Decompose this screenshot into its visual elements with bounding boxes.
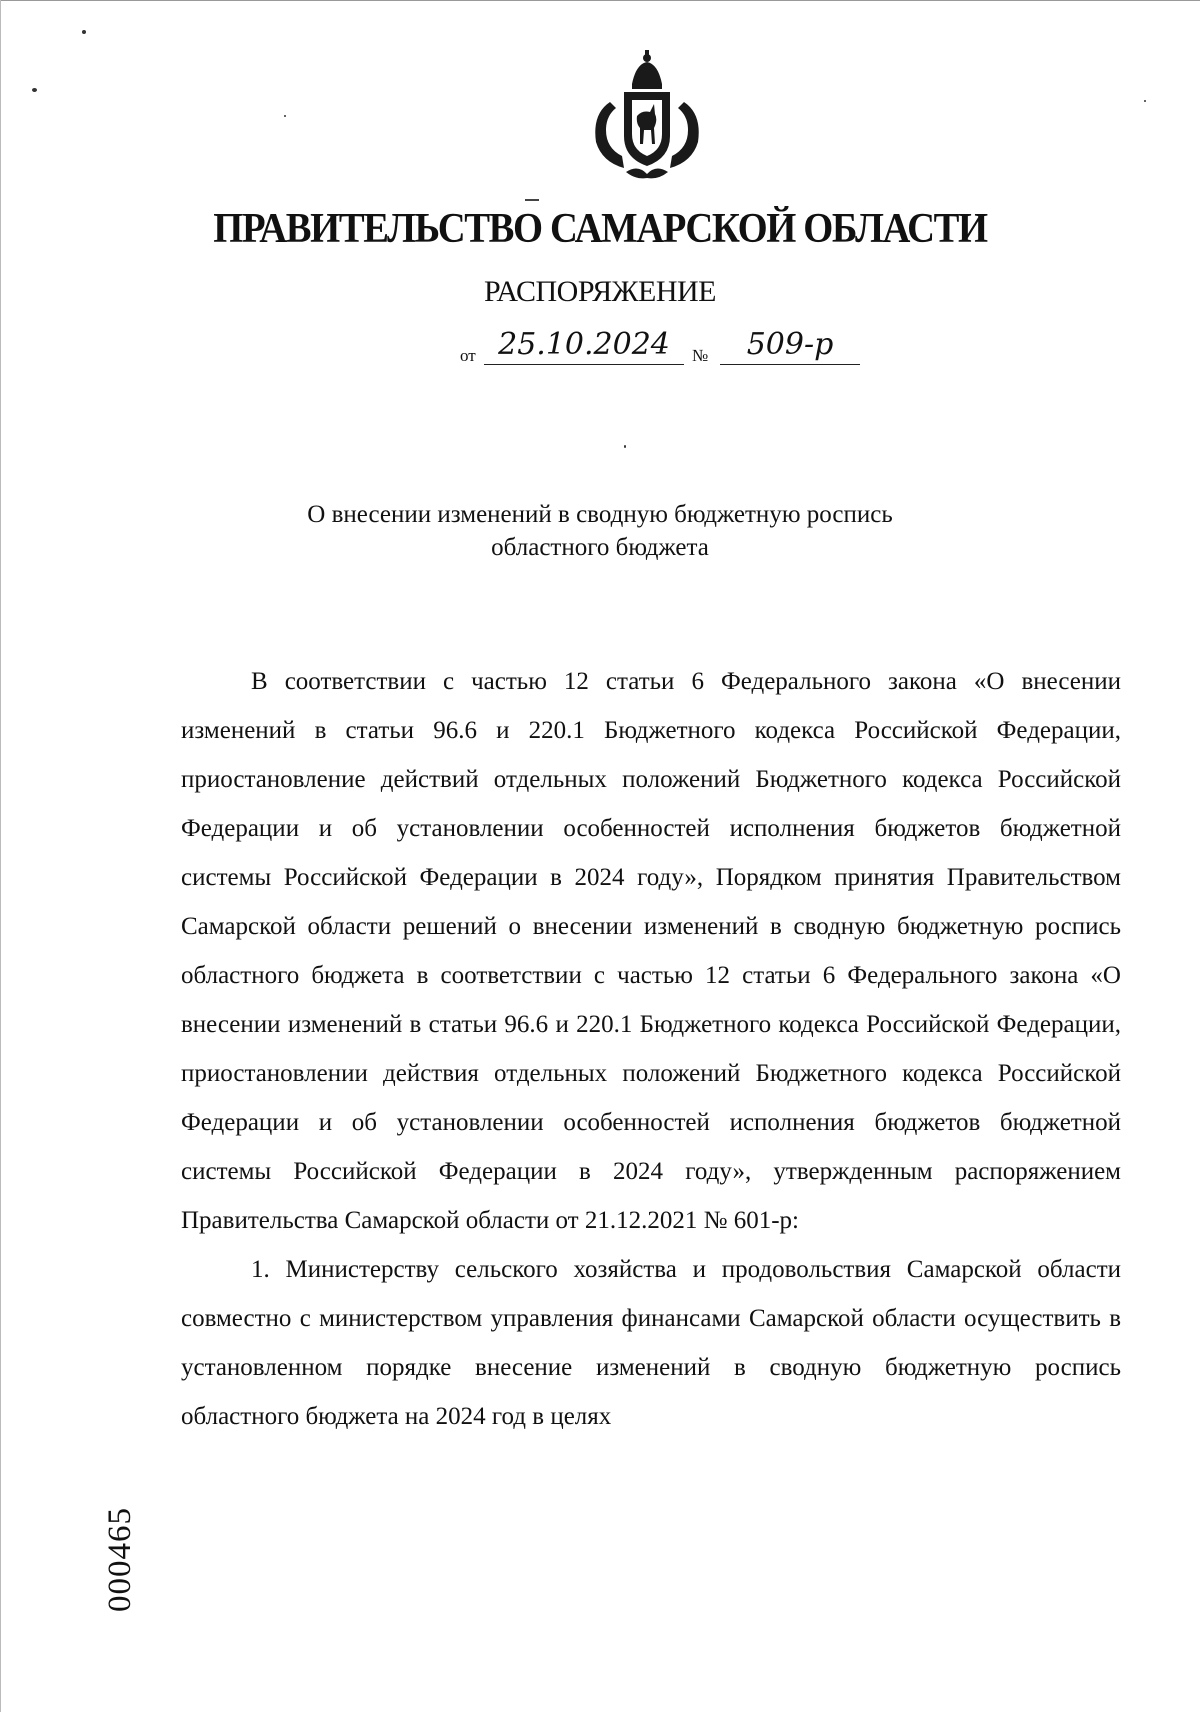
government-title: ПРАВИТЕЛЬСТВО САМАРСКОЙ ОБЛАСТИ — [213, 206, 987, 252]
subject-line-2: областного бюджета — [491, 534, 709, 561]
subject-line-1: О внесении изменений в сводную бюджетную роспись — [307, 501, 893, 528]
document-body — [181, 657, 1121, 1441]
scan-speck — [284, 115, 286, 117]
scan-mark — [525, 199, 539, 201]
page-stamp-number: 000465 — [102, 1507, 138, 1612]
scan-speck — [32, 88, 37, 92]
scan-edge-top — [0, 0, 1200, 5]
scan-speck — [624, 445, 626, 448]
scan-speck — [82, 30, 86, 34]
samara-coat-of-arms-icon — [582, 44, 712, 182]
scan-speck — [1144, 100, 1146, 102]
document-subject — [0, 498, 1200, 564]
date-number-line — [460, 328, 860, 372]
number-prefix: № — [692, 346, 709, 365]
date-prefix: от — [460, 346, 476, 365]
document-type: РАСПОРЯЖЕНИЕ — [483, 275, 717, 308]
body-paragraph-2: 1. Министерству сельского хозяйства и продовольствия Самарской области совместно с министерством управления финансами Самарской области осуществить в установленном порядке внесение изменений в сводную бюджетную роспись областного бюджета на 2024 год в целях — [181, 1256, 1121, 1430]
body-paragraph-1: В соответствии с частью 12 статьи 6 Федерального закона «О внесении изменений в статьи 96.6 и 220.1 Бюджетного кодекса Российской Федерации, приостановление действий отдельных положений Бюджетного кодекса Российской Федерации и об установлении особенностей исполнения бюджетов бюджетной системы Российской Федерации в 2024 году», Порядком принятия Правительством Самарской области решений о внесении изменений в сводную бюджетную роспись областного бюджета в соответствии с частью 12 статьи 6 Федерального закона «О внесении изменений в статьи 96.6 и 220.1 Бюджетного кодекса Российской Федерации, приостановлении действия отдельных положений Бюджетного кодекса Российской Федерации и об установлении особенностей исполнения бюджетов бюджетной системы Российской Федерации в 2024 году», утвержденным распоряжением Правительства Самарской области от 21.12.2021 № 601-р: — [181, 668, 1121, 1234]
handwritten-date: 25.10.2024 — [484, 328, 684, 365]
handwritten-number: 509-р — [720, 328, 860, 365]
scan-edge-left — [0, 0, 1, 1712]
